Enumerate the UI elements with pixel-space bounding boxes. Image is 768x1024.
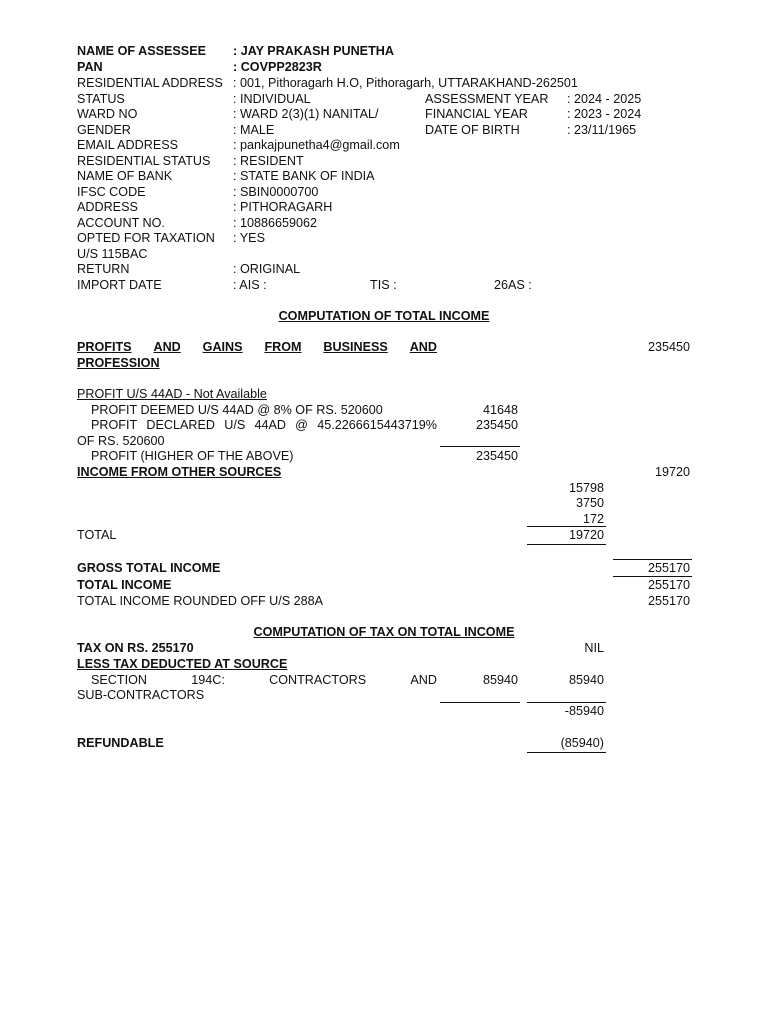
section-word: SECTION <box>91 673 147 687</box>
tax-on-value: NIL <box>584 641 604 655</box>
other-sources-bottom-rule <box>527 544 606 545</box>
total-income-label: TOTAL INCOME <box>77 578 172 592</box>
label-gender: GENDER <box>77 123 131 137</box>
total-value: 19720 <box>568 528 604 542</box>
tds-total-value: 85940 <box>568 673 604 687</box>
other-sources-top-rule <box>527 526 606 527</box>
net-value: -85940 <box>564 704 604 718</box>
pgbp-heading-line1 <box>77 340 437 355</box>
subtotal-rule <box>440 446 520 447</box>
declared-word: PROFIT <box>91 418 138 432</box>
value-gender: : MALE <box>233 123 275 137</box>
value-account-no: : 10886659062 <box>233 216 318 230</box>
profit-declared-line1 <box>91 418 437 433</box>
gti-value: 255170 <box>647 561 690 575</box>
profit-higher-value: 235450 <box>475 449 518 463</box>
label-account-no: ACCOUNT NO. <box>77 216 165 230</box>
label-ifsc-code: IFSC CODE <box>77 185 146 199</box>
gti-bottom-rule <box>613 576 692 577</box>
refundable-label: REFUNDABLE <box>77 736 164 750</box>
section-194c-value: 85940 <box>482 673 518 687</box>
value-email: : pankajpunetha4@gmail.com <box>233 138 400 152</box>
tds-outer-rule <box>527 702 606 703</box>
value-bank: : STATE BANK OF INDIA <box>233 169 375 183</box>
label-financial-year: FINANCIAL YEAR <box>425 107 528 121</box>
total-label: TOTAL <box>77 528 117 542</box>
label-return: RETURN <box>77 262 130 276</box>
profit-deemed-value: 41648 <box>482 403 518 417</box>
pgbp-word: PROFITS <box>77 340 132 354</box>
section-194c-line1 <box>91 673 437 688</box>
declared-word: DECLARED <box>146 418 215 432</box>
tax-on-label: TAX ON RS. 255170 <box>77 641 194 655</box>
label-residential-status: RESIDENTIAL STATUS <box>77 154 211 168</box>
declared-word: U/S <box>224 418 246 432</box>
label-residential-address: RESIDENTIAL ADDRESS <box>77 76 223 90</box>
value-ifsc: : SBIN0000700 <box>233 185 319 199</box>
rounded-label: TOTAL INCOME ROUNDED OFF U/S 288A <box>77 594 324 608</box>
value-residential-address: : 001, Pithoragarh H.O, Pithoragarh, UTTARAKHAND-262501 <box>233 76 578 90</box>
value-financial-year: : 2023 - 2024 <box>567 107 642 121</box>
pgbp-word: GAINS <box>202 340 243 354</box>
value-pan: : COVPP2823R <box>233 60 322 74</box>
label-opted-for-taxation: OPTED FOR TAXATION <box>77 231 215 245</box>
profit-deemed-label: PROFIT DEEMED U/S 44AD @ 8% OF RS. 520600 <box>91 403 383 417</box>
label-us-115bac: U/S 115BAC <box>77 247 148 261</box>
tax-section-title: COMPUTATION OF TAX ON TOTAL INCOME <box>253 625 515 639</box>
rounded-value: 255170 <box>647 594 690 608</box>
value-status: : INDIVIDUAL <box>233 92 311 106</box>
label-email-address: EMAIL ADDRESS <box>77 138 179 152</box>
profit-declared-value: 235450 <box>475 418 518 432</box>
value-import-26as: 26AS : <box>494 278 532 292</box>
declared-word: 45.2266615443719% <box>317 418 437 432</box>
pgbp-heading-line2: PROFESSION <box>77 356 160 370</box>
total-income-value: 255170 <box>647 578 690 592</box>
value-import-tis: TIS : <box>370 278 397 292</box>
value-residential-status: : RESIDENT <box>233 154 304 168</box>
pgbp-word: BUSINESS <box>323 340 388 354</box>
other-sources-heading: INCOME FROM OTHER SOURCES <box>77 465 282 479</box>
value-bank-address: : PITHORAGARH <box>233 200 333 214</box>
pgbp-word: AND <box>153 340 181 354</box>
value-name: : JAY PRAKASH PUNETHA <box>233 44 394 58</box>
label-pan: PAN <box>77 60 103 74</box>
section-194c-line2: SUB-CONTRACTORS <box>77 688 205 702</box>
section-word: 194C: <box>191 673 225 687</box>
label-status: STATUS <box>77 92 125 106</box>
tds-inner-rule <box>440 702 520 703</box>
value-date-of-birth: : 23/11/1965 <box>567 123 637 137</box>
tds-heading: LESS TAX DEDUCTED AT SOURCE <box>77 657 288 671</box>
profit-declared-line2: OF RS. 520600 <box>77 434 165 448</box>
other-source-item: 3750 <box>575 496 604 510</box>
refundable-value: (85940) <box>560 736 604 750</box>
refundable-rule <box>527 752 606 753</box>
label-ward-no: WARD NO <box>77 107 138 121</box>
other-source-item: 172 <box>582 512 604 526</box>
section-word: CONTRACTORS <box>269 673 367 687</box>
profit-higher-label: PROFIT (HIGHER OF THE ABOVE) <box>91 449 294 463</box>
label-assessment-year: ASSESSMENT YEAR <box>425 92 549 106</box>
value-import-ais: : AIS : <box>233 278 267 292</box>
pgbp-total: 235450 <box>647 340 690 354</box>
pgbp-word: AND <box>409 340 437 354</box>
value-opted: : YES <box>233 231 265 245</box>
label-date-of-birth: DATE OF BIRTH <box>425 123 520 137</box>
other-sources-total: 19720 <box>654 465 690 479</box>
gti-top-rule <box>613 559 692 560</box>
income-section-title: COMPUTATION OF TOTAL INCOME <box>278 309 490 323</box>
value-assessment-year: : 2024 - 2025 <box>567 92 642 106</box>
profit-44ad-heading: PROFIT U/S 44AD - Not Available <box>77 387 267 401</box>
label-address: ADDRESS <box>77 200 138 214</box>
value-ward-no: : WARD 2(3)(1) NANITAL/ <box>233 107 379 121</box>
pgbp-word: FROM <box>264 340 302 354</box>
label-name-of-assessee: NAME OF ASSESSEE <box>77 44 206 58</box>
label-import-date: IMPORT DATE <box>77 278 162 292</box>
gti-label: GROSS TOTAL INCOME <box>77 561 221 575</box>
declared-word: @ <box>295 418 308 432</box>
declared-word: 44AD <box>254 418 286 432</box>
label-name-of-bank: NAME OF BANK <box>77 169 173 183</box>
value-return: : ORIGINAL <box>233 262 301 276</box>
section-word: AND <box>410 673 437 687</box>
other-source-item: 15798 <box>568 481 604 495</box>
